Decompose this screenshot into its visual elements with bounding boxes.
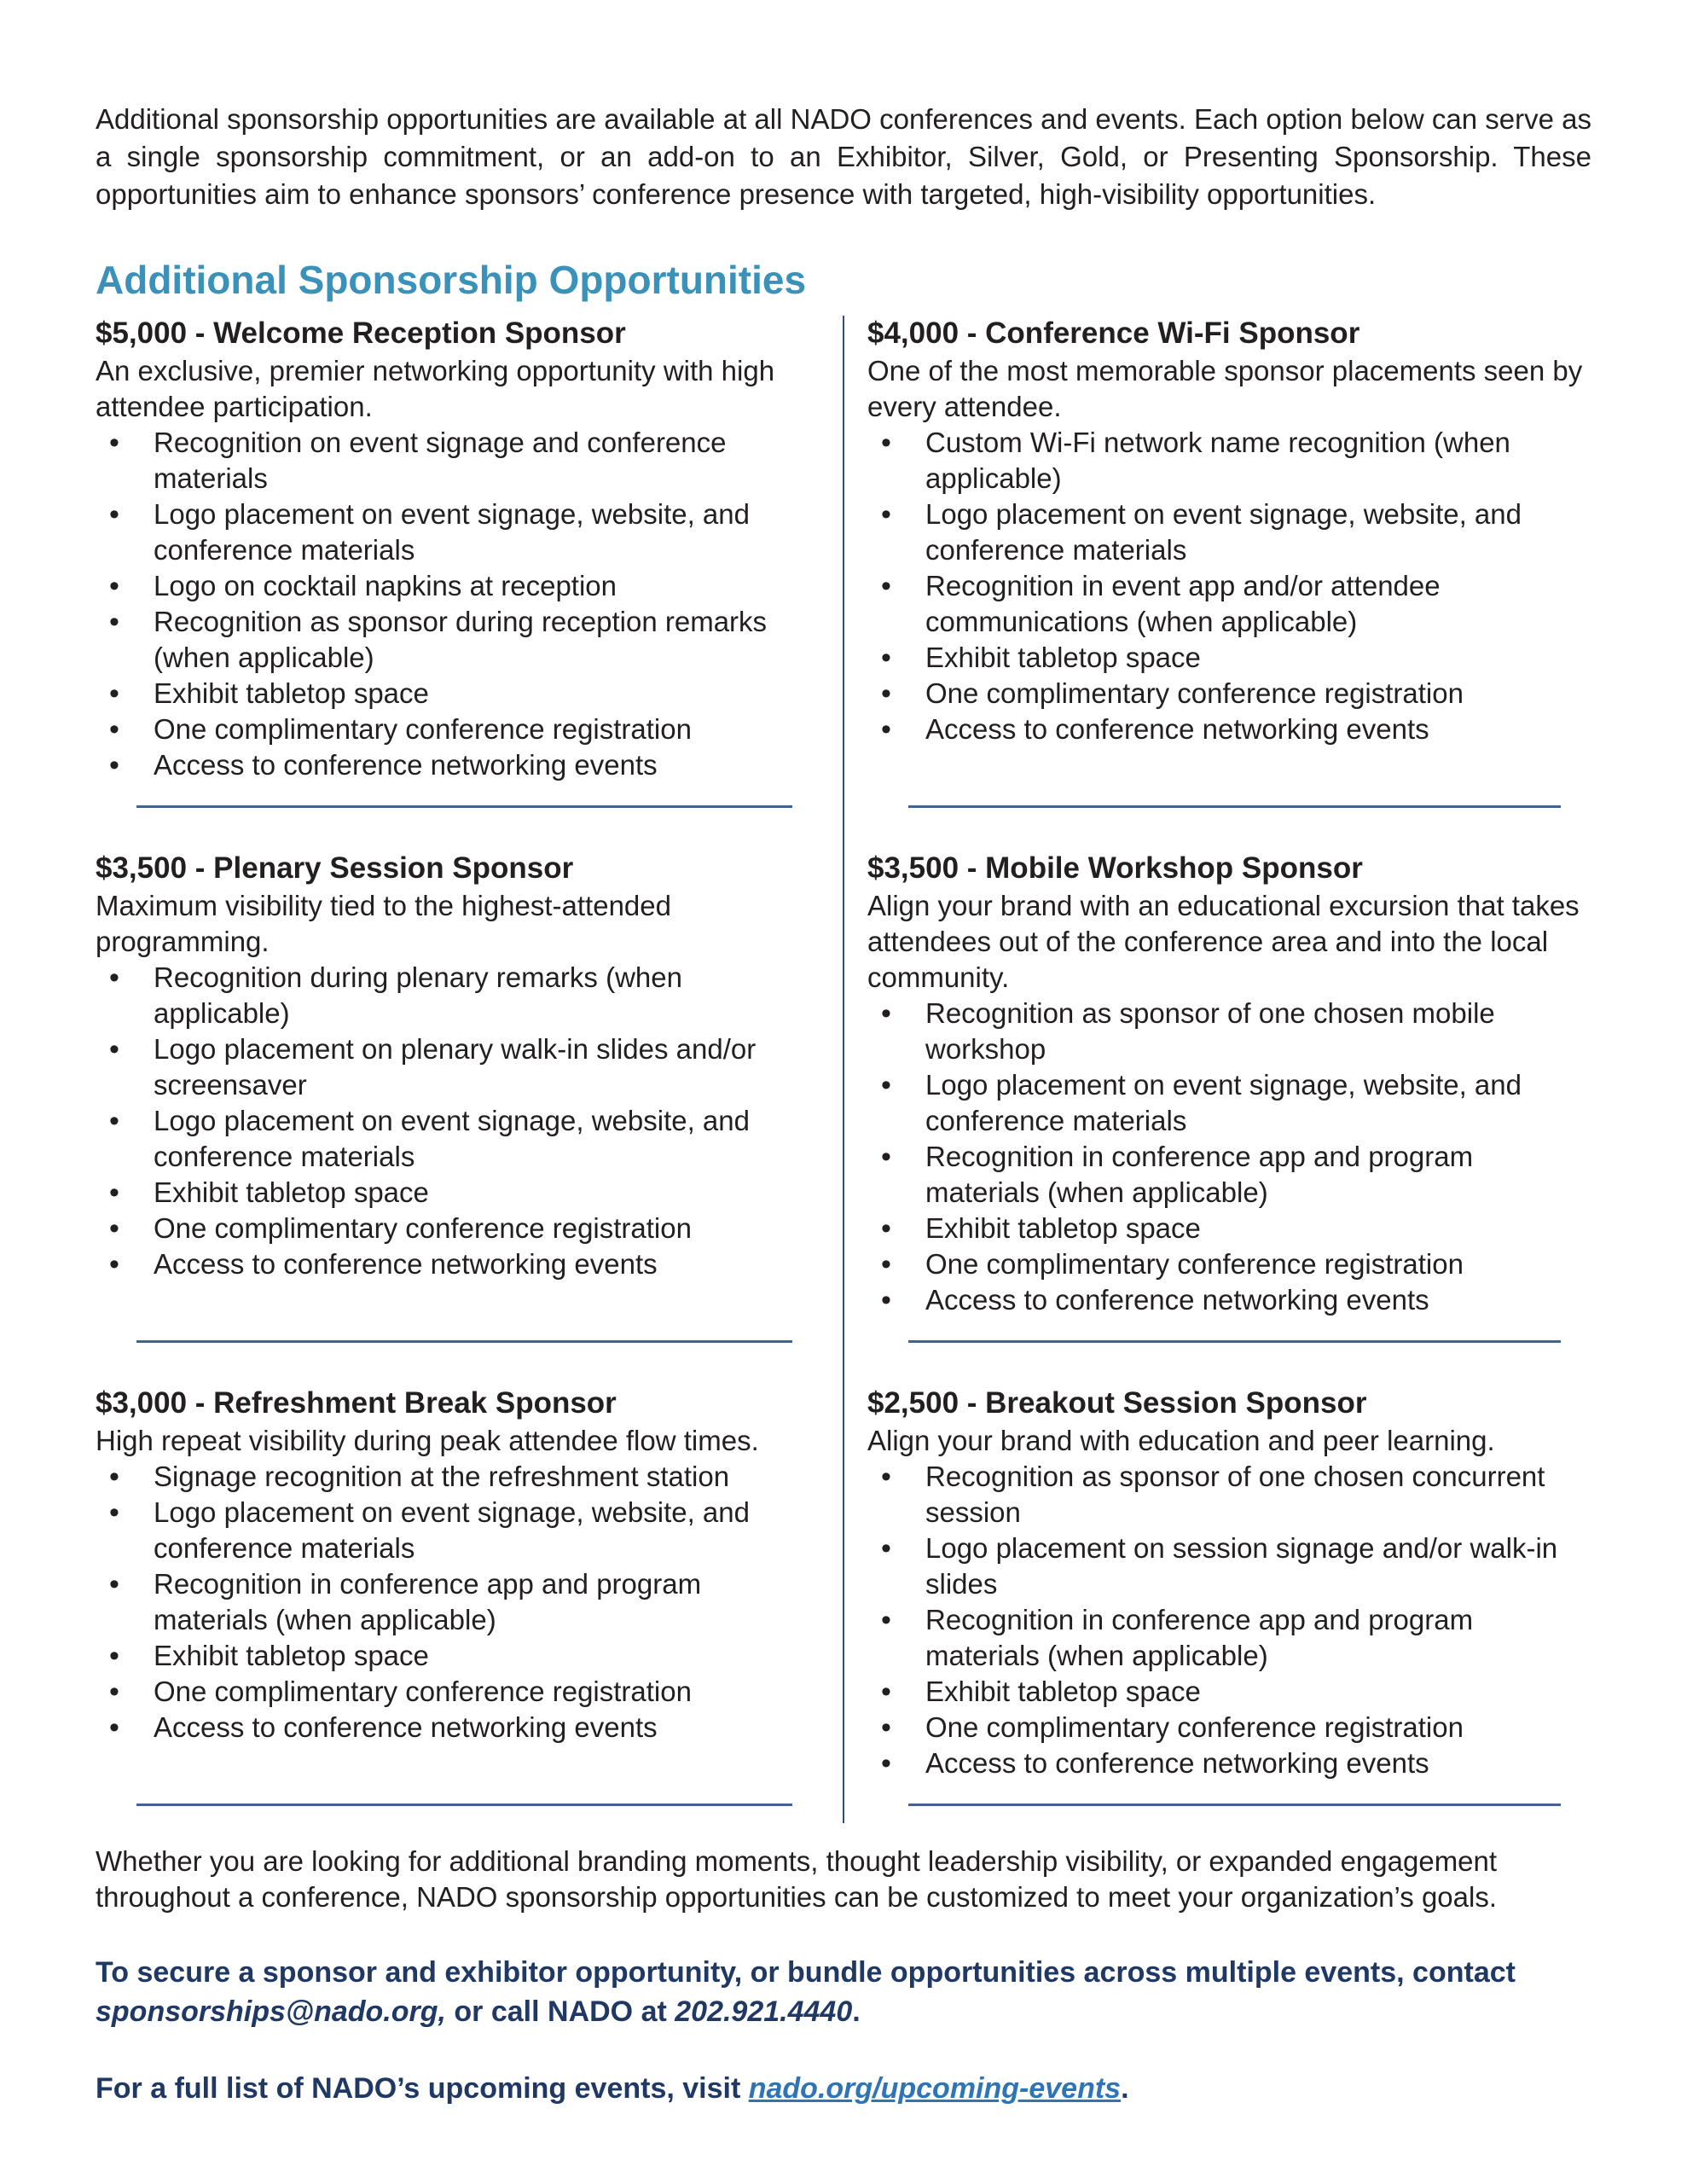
benefit-item: • One complimentary conference registration [96, 1211, 823, 1246]
sponsorship-block [96, 314, 823, 808]
benefit-item: • Recognition as sponsor of one chosen mobile workshop [867, 996, 1591, 1067]
benefit-item: • Logo placement on event signage, website, and conference materials [96, 497, 823, 568]
benefit-list [96, 425, 823, 783]
footer-summary: Whether you are looking for additional branding moments, thought leadership visibility, or expanded engagement throughout a conference, NADO sponsorship opportunities can be customized to meet your organization’s goals. [96, 1845, 1498, 1913]
benefit-list [867, 1459, 1591, 1781]
benefit-item: • Logo placement on event signage, website, and conference materials [867, 1067, 1591, 1139]
benefit-item: • One complimentary conference registration [867, 1246, 1591, 1282]
benefit-item: • Recognition in event app and/or attendee communications (when applicable) [867, 568, 1591, 640]
benefit-list [867, 996, 1591, 1318]
benefit-item: • Signage recognition at the refreshment station [96, 1459, 823, 1495]
contact-phone: 202.921.4440 [675, 1995, 853, 2028]
row-separator [908, 1804, 1561, 1806]
sponsorship-description: One of the most memorable sponsor placements seen by every attendee. [867, 355, 1583, 422]
events-line [96, 2069, 1591, 2108]
sponsorship-block [867, 1384, 1591, 1806]
benefit-item: • One complimentary conference registration [867, 1710, 1591, 1745]
sponsorship-block [867, 314, 1591, 808]
sponsorship-description: High repeat visibility during peak attendee flow times. [96, 1425, 759, 1456]
benefit-item: • Custom Wi-Fi network name recognition (when applicable) [867, 425, 1591, 497]
sponsorship-title: $4,000 - Conference Wi-Fi Sponsor [867, 317, 1360, 350]
sponsorship-title: $3,000 - Refreshment Break Sponsor [96, 1386, 617, 1420]
sponsorship-title: $3,500 - Mobile Workshop Sponsor [867, 851, 1363, 885]
upcoming-events-link[interactable]: nado.org/upcoming-events [748, 2072, 1122, 2105]
benefit-item: • Recognition in conference app and program materials (when applicable) [96, 1566, 823, 1638]
benefit-item: • Access to conference networking events [96, 747, 823, 783]
benefit-item: • Recognition in conference app and program materials (when applicable) [867, 1602, 1591, 1674]
benefit-item: • Access to conference networking events [96, 1246, 823, 1282]
benefit-item: • Exhibit tabletop space [867, 1211, 1591, 1246]
sponsorship-description: An exclusive, premier networking opportunity with high attendee participation. [96, 355, 775, 422]
contact-email[interactable]: sponsorships@nado.org, [96, 1995, 446, 2028]
benefit-item: • Access to conference networking events [867, 1745, 1591, 1781]
sponsorship-description: Align your brand with education and peer learning. [867, 1425, 1495, 1456]
benefit-item: • One complimentary conference registration [96, 1674, 823, 1710]
row-separator [136, 1804, 792, 1806]
intro-paragraph: Additional sponsorship opportunities are available at all NADO conferences and events. Each option below can serve as a single sponsorship commitment, or an add-on to an Exhibitor, Silver, Gold, or Presenting Sponsorship. These opportunities aim to enhance sponsors’ conference presence with targeted, high-visibility opportunities. [96, 103, 1591, 210]
row-separator [136, 805, 792, 808]
row-separator [908, 1340, 1561, 1343]
benefit-item: • Exhibit tabletop space [867, 1674, 1591, 1710]
benefit-item: • Recognition during plenary remarks (when applicable) [96, 960, 823, 1031]
events-text-end: . [1121, 2072, 1129, 2105]
contact-text: To secure a sponsor and exhibitor opportunity, or bundle opportunities across multiple events, contact [96, 1956, 1516, 1989]
column-divider [843, 316, 844, 1823]
benefit-list [867, 425, 1591, 747]
benefit-item: • Logo placement on session signage and/or walk-in slides [867, 1531, 1591, 1602]
sponsorship-title: $2,500 - Breakout Session Sponsor [867, 1386, 1367, 1420]
contact-line [96, 1953, 1591, 2031]
sponsorship-columns [96, 314, 1591, 1806]
sponsorship-block [96, 849, 823, 1343]
contact-text-middle: or call NADO at [445, 1995, 675, 2028]
benefit-item: • Logo placement on event signage, website, and conference materials [867, 497, 1591, 568]
sponsorship-title: $5,000 - Welcome Reception Sponsor [96, 317, 626, 350]
page-title: Additional Sponsorship Opportunities [96, 258, 807, 302]
benefit-item: • One complimentary conference registration [867, 676, 1591, 712]
benefit-item: • Recognition in conference app and program materials (when applicable) [867, 1139, 1591, 1211]
benefit-item: • Logo placement on plenary walk-in slides and/or screensaver [96, 1031, 823, 1103]
benefit-item: • Access to conference networking events [867, 1282, 1591, 1318]
events-text: For a full list of NADO’s upcoming events, visit [96, 2072, 749, 2105]
benefit-item: • Exhibit tabletop space [96, 676, 823, 712]
contact-text-end: . [852, 1995, 861, 2028]
benefit-item: • Exhibit tabletop space [96, 1175, 823, 1211]
row-separator [136, 1340, 792, 1343]
sponsorship-description: Maximum visibility tied to the highest-attended programming. [96, 890, 671, 957]
benefit-item: • Recognition on event signage and conference materials [96, 425, 823, 497]
row-separator [908, 805, 1561, 808]
sponsorship-title: $3,500 - Plenary Session Sponsor [96, 851, 574, 885]
benefit-item: • Access to conference networking events [867, 712, 1591, 747]
benefit-list [96, 960, 823, 1282]
sponsorship-block [867, 849, 1591, 1343]
benefit-list [96, 1459, 823, 1745]
benefit-item: • Recognition as sponsor during reception remarks (when applicable) [96, 604, 823, 676]
sponsorship-block [96, 1384, 823, 1806]
benefit-item: • Logo on cocktail napkins at reception [96, 568, 823, 604]
benefit-item: • Access to conference networking events [96, 1710, 823, 1745]
benefit-item: • One complimentary conference registration [96, 712, 823, 747]
benefit-item: • Logo placement on event signage, website, and conference materials [96, 1103, 823, 1175]
benefit-item: • Recognition as sponsor of one chosen concurrent session [867, 1459, 1591, 1531]
benefit-item: • Logo placement on event signage, website, and conference materials [96, 1495, 823, 1566]
benefit-item: • Exhibit tabletop space [96, 1638, 823, 1674]
sponsorship-description: Align your brand with an educational excursion that takes attendees out of the conference area and into the local community. [867, 890, 1580, 993]
benefit-item: • Exhibit tabletop space [867, 640, 1591, 676]
page-footer [96, 1844, 1591, 2108]
